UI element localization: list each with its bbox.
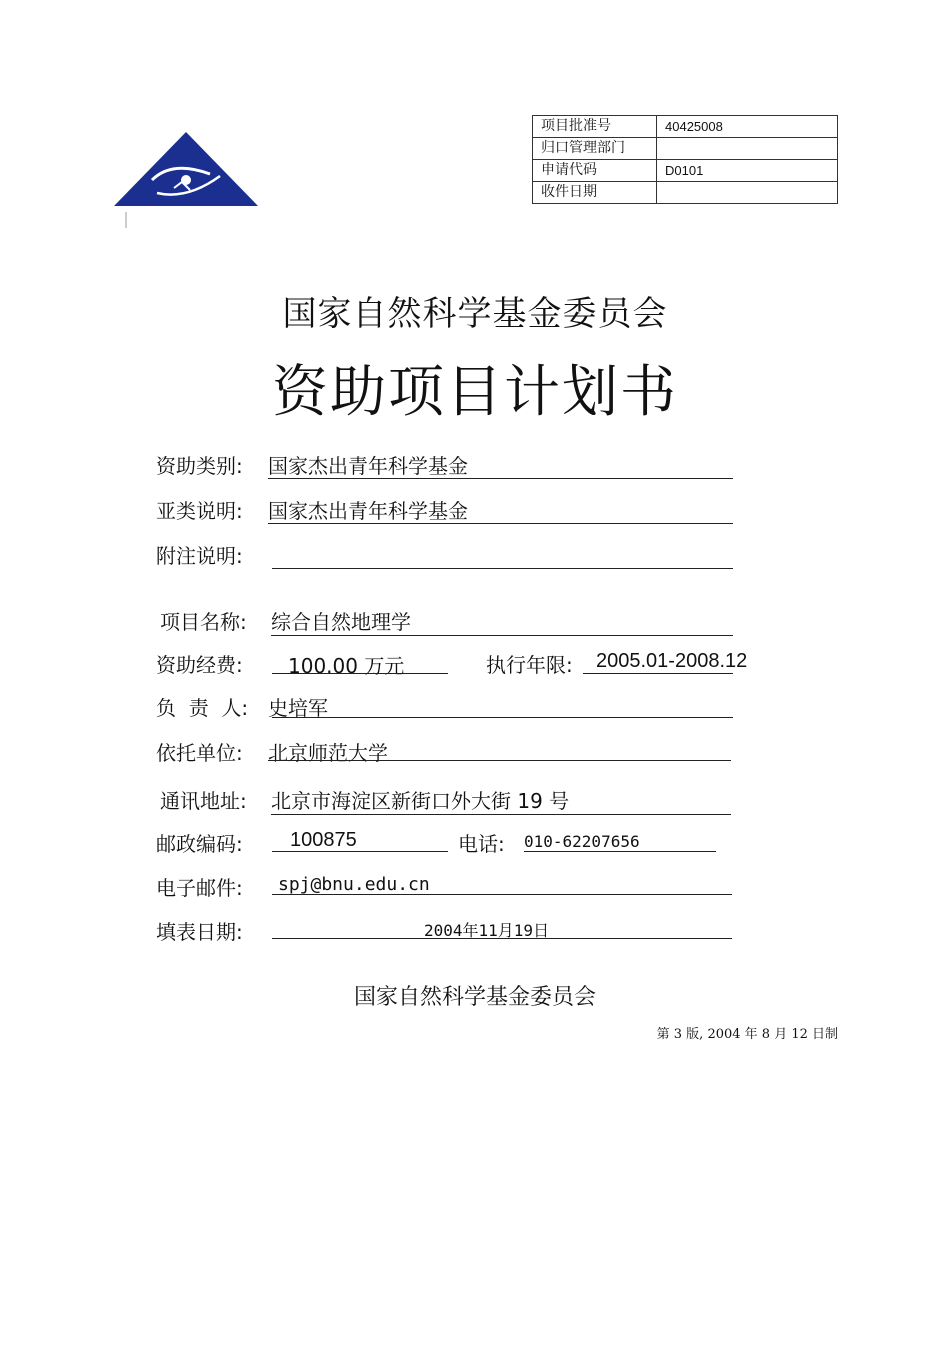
- address-label: 通讯地址:: [160, 789, 247, 813]
- duration-underline: [583, 673, 733, 674]
- notes-label: 附注说明:: [156, 544, 243, 568]
- phone-label: 电话:: [458, 832, 505, 856]
- funding-category-value: 国家杰出青年科学基金: [268, 454, 468, 478]
- pi-value: 史培军: [268, 696, 328, 720]
- project-name-underline: [271, 635, 733, 636]
- approval-number-value: 40425008: [657, 116, 838, 138]
- funding-amount-value: 100.00 万元: [288, 654, 405, 678]
- postcode-value: 100875: [290, 829, 357, 851]
- notes-underline: [272, 568, 733, 569]
- table-row: [533, 160, 838, 182]
- postcode-label: 邮政编码:: [156, 832, 243, 856]
- phone-value: 010-62207656: [524, 832, 640, 851]
- fill-date-value: 2004年11月19日: [424, 921, 550, 940]
- email-underline: [272, 894, 732, 895]
- fill-date-label: 填表日期:: [156, 920, 243, 944]
- table-row: [533, 138, 838, 160]
- managing-department-value: [657, 138, 838, 160]
- pi-label: 负 责 人:: [156, 696, 249, 720]
- funding-category-label: 资助类别:: [156, 454, 243, 478]
- pi-underline: [272, 717, 733, 718]
- email-value[interactable]: spj@bnu.edu.cn: [278, 874, 430, 895]
- postcode-underline: [272, 851, 448, 852]
- subcategory-underline: [268, 523, 733, 524]
- duration-label: 执行年限:: [486, 653, 573, 677]
- footer-organization: 国家自然科学基金委员会: [353, 985, 596, 1010]
- nsfc-logo-icon: [112, 130, 260, 230]
- table-row: [533, 116, 838, 138]
- project-name-value: 综合自然地理学: [271, 610, 411, 634]
- application-code-label: 申请代码: [533, 160, 657, 182]
- version-note: 第 3 版, 2004 年 8 月 12 日制: [656, 1027, 838, 1042]
- phone-underline: [524, 851, 716, 852]
- funding-amount-underline: [272, 673, 448, 674]
- subcategory-value: 国家杰出青年科学基金: [268, 499, 468, 523]
- project-name-label: 项目名称:: [160, 610, 247, 634]
- subcategory-label: 亚类说明:: [156, 499, 243, 523]
- receipt-date-value: [657, 182, 838, 204]
- institution-value: 北京师范大学: [268, 741, 388, 765]
- address-value: 北京市海淀区新街口外大街 19 号: [271, 789, 570, 813]
- receipt-date-label: 收件日期: [533, 182, 657, 204]
- address-underline: [271, 814, 731, 815]
- table-row: [533, 182, 838, 204]
- project-info-table: [532, 115, 838, 204]
- funding-category-underline: [268, 478, 733, 479]
- application-code-value: D0101: [657, 160, 838, 182]
- managing-department-label: 归口管理部门: [533, 138, 657, 160]
- approval-number-label: 项目批准号: [533, 116, 657, 138]
- email-label: 电子邮件:: [156, 876, 243, 900]
- institution-underline: [268, 760, 731, 761]
- duration-value: 2005.01-2008.12: [596, 650, 748, 672]
- fill-date-underline: [272, 938, 732, 939]
- funding-amount-label: 资助经费:: [156, 653, 243, 677]
- organization-title: 国家自然科学基金委员会: [282, 294, 668, 334]
- institution-label: 依托单位:: [156, 741, 243, 765]
- document-title: 资助项目计划书: [272, 360, 678, 425]
